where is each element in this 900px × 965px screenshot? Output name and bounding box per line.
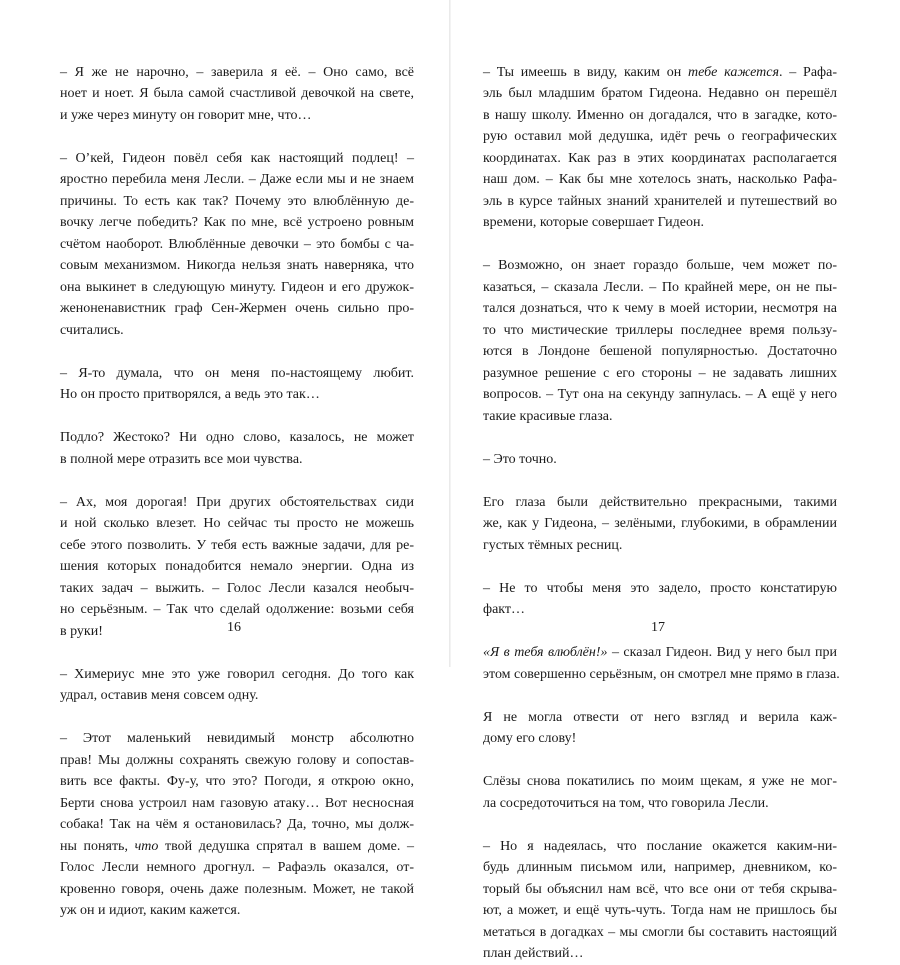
left-page-number: 16 [227, 620, 241, 635]
text-line: ла сосредоточиться на том, что говорила Лесли. [483, 795, 769, 811]
text-line: ны понять, что твой дедушка спрятал в вашем доме. – [60, 838, 415, 854]
text-line: вочку легче победить? Как по мне, всё устроено ровным [60, 215, 414, 230]
text-line: Голос Лесли немного дрогнул. – Рафаэль оказался, от- [60, 860, 414, 875]
right-page-number: 17 [651, 620, 665, 635]
paragraph [60, 642, 414, 707]
text-line: Его глаза были действительно прекрасными, такими [483, 494, 837, 510]
paragraph [483, 40, 837, 234]
text-line: шения которых понадобится немало энергии. Одна из [60, 559, 414, 574]
text-line: прав! Мы должны сохранять свежую голову и сопостав- [60, 752, 414, 768]
paragraph [483, 427, 837, 470]
paragraph [60, 470, 414, 642]
text-line: считались. [60, 322, 124, 338]
text-line: дому его слову! [483, 731, 577, 746]
text-line: счётом наоборот. Влюблённые девочки – это бомбы с ча- [60, 236, 414, 252]
text-line: ются в Лондоне бешеной популярностью. Достаточно [483, 344, 837, 359]
text-line: и ной сколько влезет. Но сейчас ты просто не можешь [60, 516, 414, 531]
paragraph [60, 341, 414, 406]
book-gutter [449, 0, 451, 667]
text-line: – О’кей, Гидеон повёл себя как настоящий подлец! – [60, 150, 414, 166]
right-page [483, 40, 840, 965]
text-line: Я не могла отвести от него взгляд и верила каж- [483, 709, 837, 725]
text-line: таких задач – выжить. – Голос Лесли казался необыч- [60, 580, 414, 596]
text-line: в нашу школу. Именно он догадался, что в загадке, кото- [483, 107, 837, 123]
text-line: – Возможно, он знает гораздо больше, чем может по- [483, 258, 837, 273]
text-line: будь длинным письмом или, например, дневником, ко- [483, 860, 837, 875]
text-line: ноет и ноет. Я была самой счастливой девочкой на свете, [60, 86, 414, 101]
paragraph [60, 707, 414, 922]
text-line: Слёзы снова покатились по моим щекам, я уже не мог- [483, 774, 837, 789]
text-line: координатах. Как раз в этих координатах располагается [483, 150, 837, 166]
paragraph [483, 750, 837, 815]
text-line: эль был младшим братом Гидеона. Недавно он перешёл [483, 86, 837, 101]
text-line: но серьёзным. – Так что сделай одолжение: возьми себя [60, 602, 414, 617]
text-line: торый бы объяснил нам всё, что все они от тебя скрыва- [483, 881, 837, 897]
text-line: густых тёмных ресниц. [483, 537, 623, 553]
text-line: себе этого позволить. У тебя есть важные задачи, для ре- [60, 537, 414, 553]
text-line: удрал, оставив меня совсем одну. [60, 688, 259, 703]
text-line: же, как у Гидеона, – зелёными, глубокими, в обрамлении [483, 516, 837, 531]
text-line: то что мистические триллеры последнее время пользу- [483, 322, 837, 338]
text-line: женоненавистник граф Сен-Жермен очень сильно про- [60, 301, 414, 316]
text-line: метаться в догадках – мы смогли бы составить настоящий [483, 924, 837, 940]
text-line: казаться, – сказала Лесли. – По крайней мере, он не пы- [483, 279, 837, 295]
text-line: – Ах, моя дорогая! При других обстоятельствах сиди [60, 494, 414, 510]
text-line: «Я в тебя влюблён!» – сказал Гидеон. Вид у него был при [483, 645, 837, 660]
text-line: Берти снова устроил нам газовую атаку… Вот несносная [60, 795, 414, 811]
text-line: такие красивые глаза. [483, 408, 613, 424]
text-line: – Не то чтобы меня это задело, просто констатирую [483, 580, 837, 596]
text-line: причины. То есть как так? Почему это влюблённую де- [60, 193, 414, 209]
text-line: план действий… [483, 946, 584, 961]
text-line: она выкинет в следующую минуту. Гидеон и его дружок- [60, 279, 414, 295]
text-line: рую оставил мой дедушка, идёт речь о географических [483, 129, 837, 144]
paragraph [60, 40, 414, 126]
text-line: этом совершенно серьёзным, он смотрел мне прямо в глаза. [483, 666, 840, 682]
paragraph [60, 126, 414, 341]
text-line: разумное решение с его стороны – не задавать лишних [483, 365, 837, 381]
text-line: ют, а может, и ещё чуть-чуть. Тогда нам не пришлось бы [483, 903, 837, 918]
paragraph [483, 814, 837, 965]
text-line: наш дом. – Как бы мне хотелось знать, насколько Рафа- [483, 172, 837, 187]
text-line: – Это точно. [483, 451, 557, 467]
paragraph [483, 470, 837, 556]
text-line: вить все факты. Фу-у, что это? Погоди, я открою окно, [60, 774, 414, 789]
text-line: в полной мере отразить все мои чувства. [60, 451, 303, 467]
text-line: – Но я надеялась, что послание окажется каким-ни- [483, 838, 837, 854]
text-line: вопросов. – Тут она на секунду запнулась. – А ещё у него [483, 387, 837, 402]
text-line: кровенно говоря, очень даже полезным. Может, не такой [60, 881, 414, 897]
text-line: Подло? Жестоко? Ни одно слово, казалось, не может [60, 430, 414, 445]
paragraph [60, 406, 414, 471]
text-line: – Я-то думала, что он меня по-настоящему любит. [60, 365, 414, 381]
text-line: тался дознаться, что к чему в моей истории, несмотря на [483, 301, 837, 316]
paragraph [483, 234, 837, 428]
text-line: эль в курсе тайных знаний хранителей и путешествий во [483, 193, 837, 209]
text-line: совым механизмом. Никогда нельзя знать наверняка, что [60, 258, 414, 273]
left-page [60, 40, 414, 922]
paragraph [483, 685, 837, 750]
text-line: уж он и идиот, каким кажется. [60, 903, 241, 918]
text-line: – Этот маленький невидимый монстр абсолютно [60, 731, 414, 746]
paragraph [483, 556, 837, 621]
text-line: и уже через минуту он говорит мне, что… [60, 107, 312, 123]
text-line: Но он просто притворялся, а ведь это так… [60, 387, 320, 402]
text-line: – Я же не нарочно, – заверила я её. – Оно само, всё [60, 64, 414, 80]
text-line: времени, которые совершает Гидеон. [483, 215, 705, 230]
text-line: факт… [483, 602, 526, 617]
text-line: в руки! [60, 623, 103, 639]
text-line: – Химериус мне это уже говорил сегодня. До того как [60, 666, 414, 682]
text-line: яростно перебила меня Лесли. – Даже если мы и не знаем [60, 172, 414, 187]
text-line: – Ты имеешь в виду, каким он тебе кажется. – Рафа- [483, 64, 837, 80]
text-line: собака! Так на чём я остановилась? Да, точно, мы долж- [60, 817, 414, 832]
